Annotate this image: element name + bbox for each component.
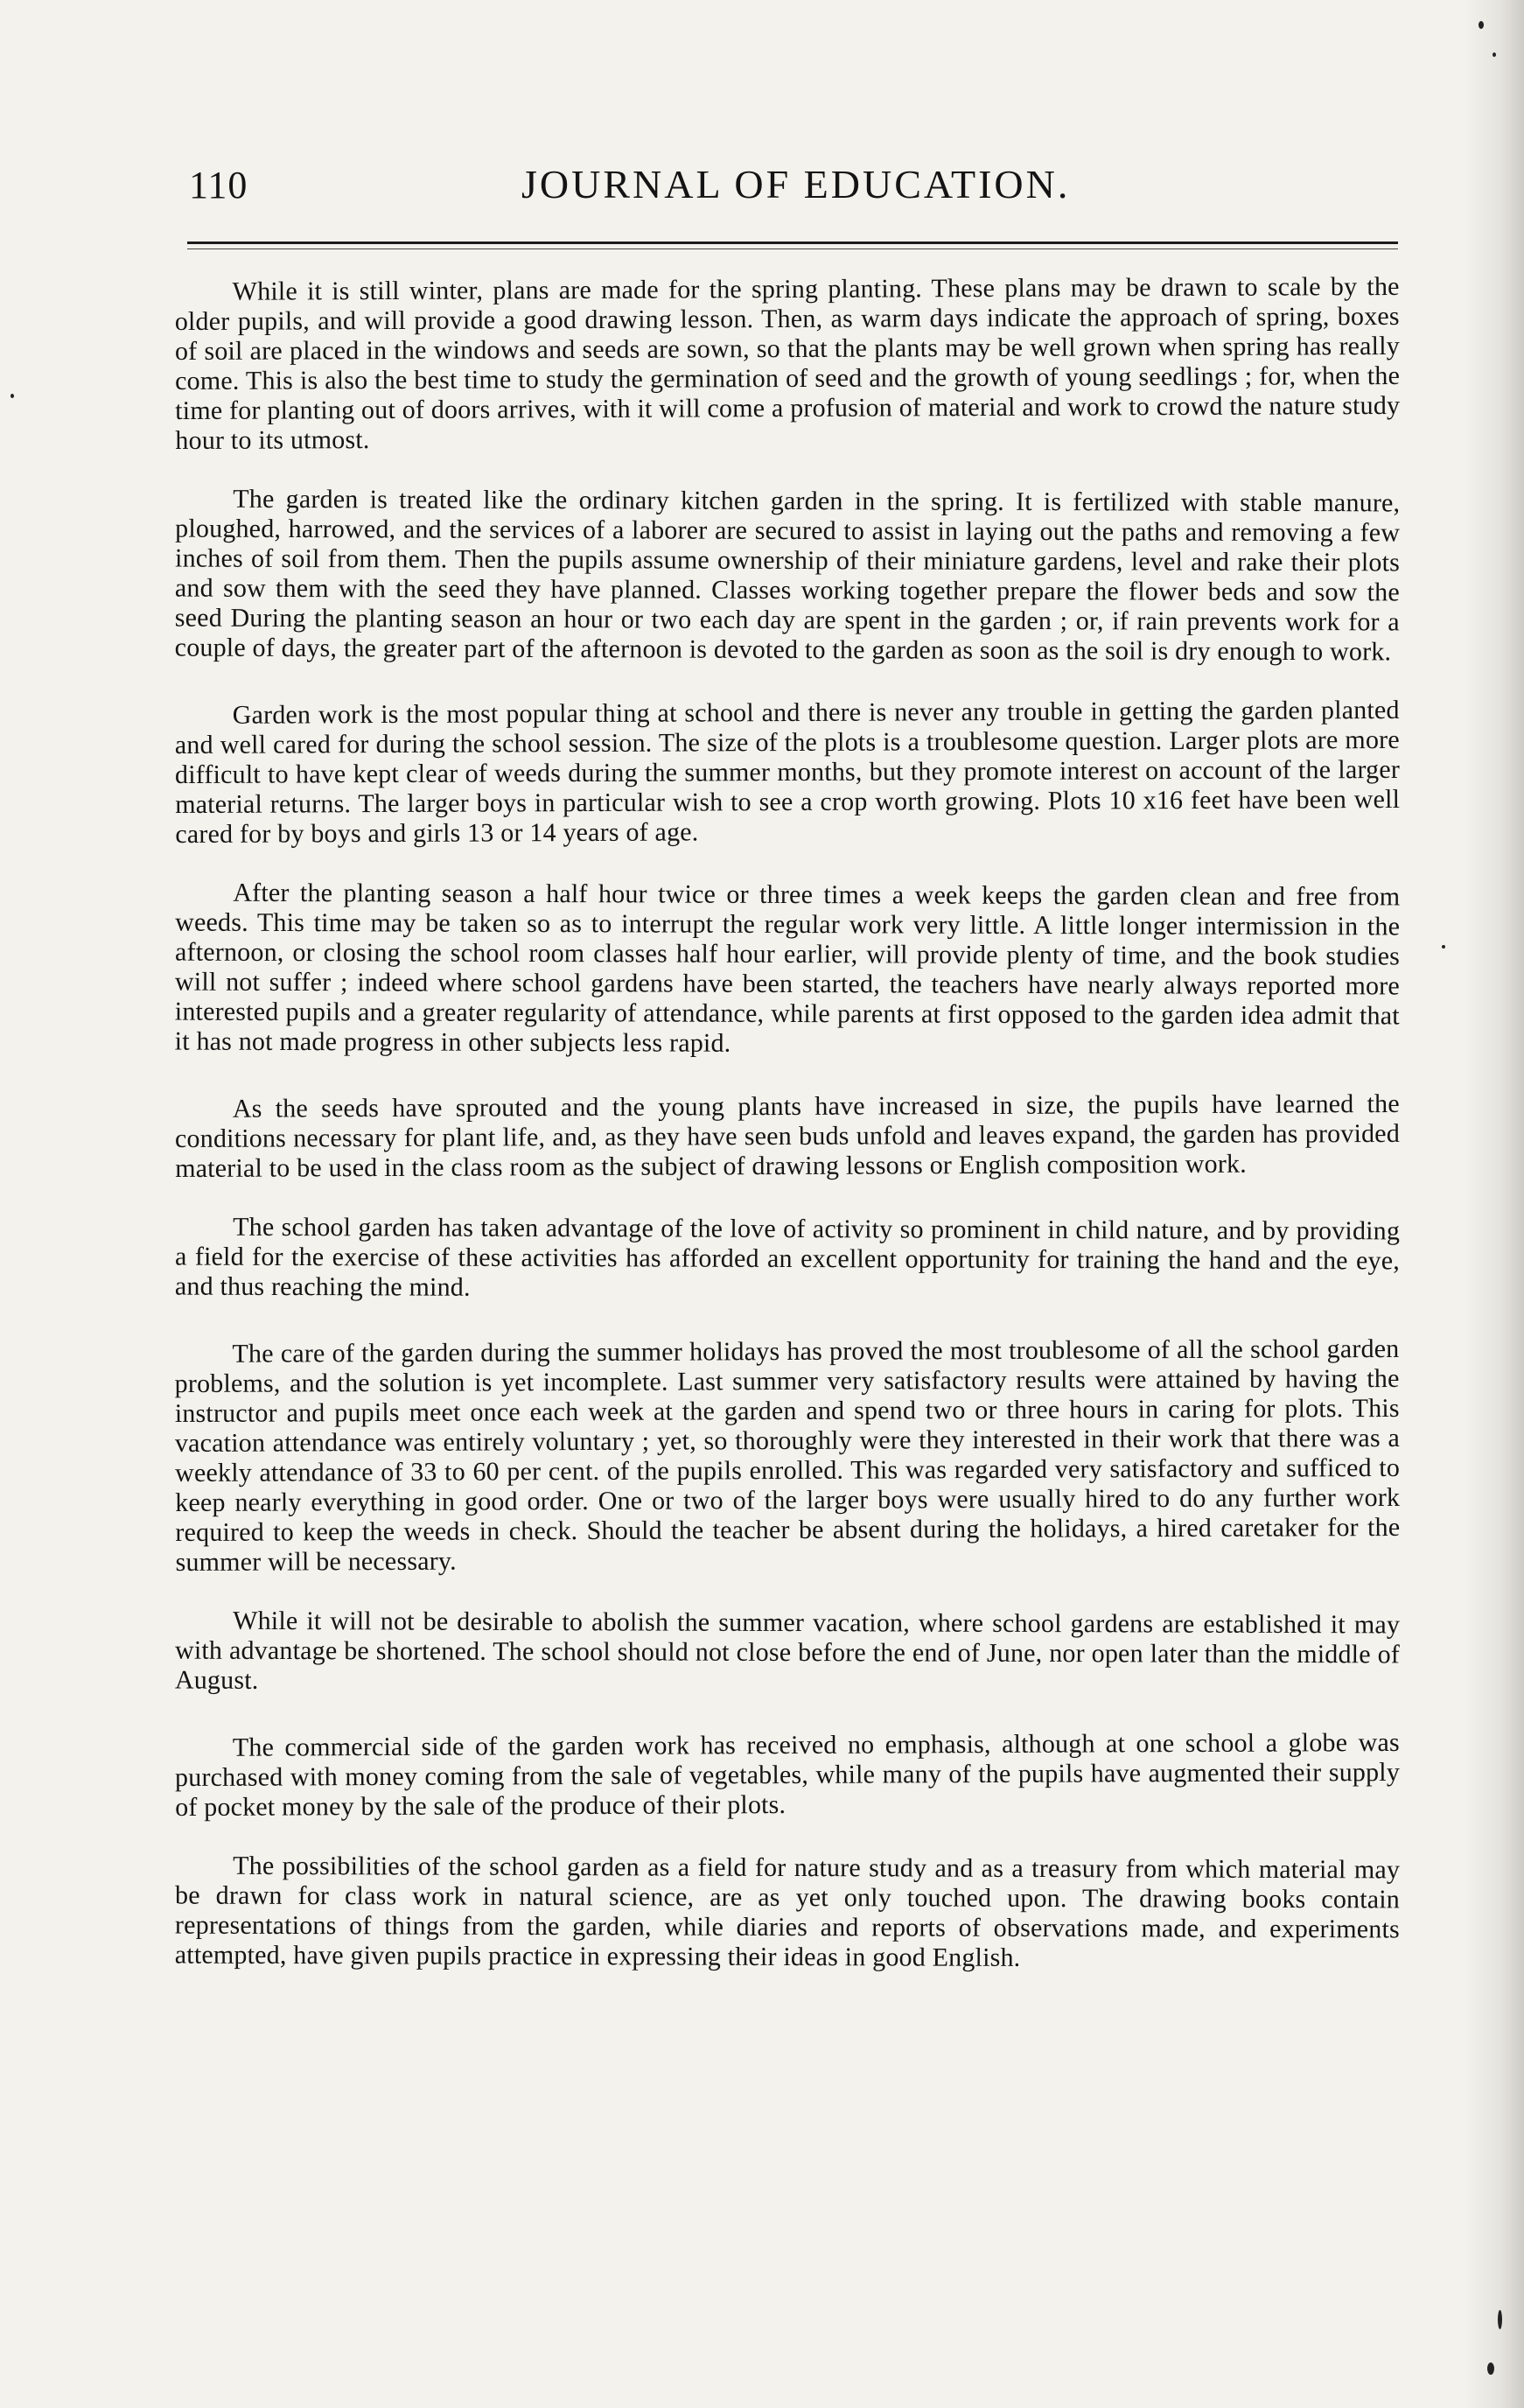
paragraph: Garden work is the most popular thing at school and there is never any trouble in getting the garden planted and well cared for during the school session. The size of the plots is a troublesome question. Larger plots are more difficult to have kept clear of weeds during the summer months, but they promote interest on account of the larger material returns. The larger boys in particular wish to see a crop worth growing. Plots 10 x16 feet have been well cared for by boys and girls 13 or 14 years of age. bbox=[174, 695, 1401, 850]
ink-speck bbox=[10, 394, 14, 398]
running-head: JOURNAL OF EDUCATION. bbox=[521, 162, 1071, 206]
paragraph: As the seeds have sprouted and the young plants have increased in size, the pupils have learned the conditions necessary for plant life, and, as they have seen buds unfold and leaves expand, the garden has provided material to be used in the class room as the subject of drawing lessons or English composition work. bbox=[174, 1088, 1401, 1184]
ink-speck bbox=[1442, 945, 1445, 948]
paragraph: The care of the garden during the summer holidays has proved the most troublesome of all the school garden problems, and the solution is yet incomplete. Last summer very satisfactory results were attained by having the instructor and pupils meet once each week at the garden and spend two or three hours in caring for plots. This vacation attendance was entirely voluntary ; yet, so thoroughly were they interested in their work that there was a weekly attendance of 33 to 60 per cent. of the pupils enrolled. This was regarded very satisfactory and sufficed to keep nearly everything in good order. One or two of the larger boys were usually hired to do any further work required to keep the weeds in check. Should the teacher be absent during the holidays, a hired caretaker for the summer will be necessary. bbox=[174, 1334, 1401, 1578]
paragraph: While it will not be desirable to abolish the summer vacation, where school gardens are established it may with advantage be shortened. The school should not close before the end of June, nor open later than the middle of August. bbox=[174, 1606, 1401, 1695]
page-edge-shadow bbox=[1463, 0, 1524, 2408]
header-rule-thin bbox=[187, 248, 1398, 249]
article-body bbox=[174, 271, 1401, 2006]
ink-speck bbox=[1479, 21, 1484, 29]
ink-speck bbox=[1493, 52, 1496, 57]
paragraph: The garden is treated like the ordinary kitchen garden in the spring. It is fertilized with stable manure, ploughed, harrowed, and the services of a laborer are secured to assist in laying out the paths and removing a few inches of soil from them. Then the pupils assume ownership of their miniature gardens, level and rake their plots and sow them with the seed they have planned. Classes working together prepare the flower beds and sow the seed During the planting season an hour or two each day are spent in the garden ; or, if rain prevents work for a couple of days, the greater part of the afternoon is devoted to the garden as soon as the soil is dry enough to work. bbox=[174, 484, 1401, 667]
ink-speck bbox=[1487, 2362, 1494, 2375]
header-rule bbox=[187, 242, 1398, 244]
paragraph: The commercial side of the garden work has received no emphasis, although at one school a globe was purchased with money coming from the sale of vegetables, while many of the pupils have augmented their supply of pocket money by the sale of the produce of their plots. bbox=[174, 1727, 1401, 1823]
ink-speck bbox=[1498, 2310, 1502, 2329]
page-number: 110 bbox=[189, 164, 248, 206]
paragraph: After the planting season a half hour twice or three times a week keeps the garden clean and free from weeds. This time may be taken so as to interrupt the regular work very little. A little longer intermission in the afternoon, or closing the school room classes half hour earlier, will provide plenty of time, and the book studies will not suffer ; indeed where school gardens have been started, the teachers have nearly always reported more interested pupils and a greater regularity of attendance, while parents at first opposed to the garden idea admit that it has not made progress in other subjects less rapid. bbox=[174, 878, 1401, 1058]
paragraph: The possibilities of the school garden as a field for nature study and as a treasury from which material may be drawn for class work in natural science, are as yet only touched upon. The drawing books contain representations of things from the garden, while diaries and reports of observations made, and experiments attempted, have given pupils practice in expressing their ideas in good English. bbox=[174, 1851, 1401, 1972]
paragraph: The school garden has taken advantage of the love of activity so prominent in child nature, and by providing a field for the exercise of these activities has afforded an excellent opportunity for training the hand and the eye, and thus reaching the mind. bbox=[174, 1212, 1401, 1302]
paragraph: While it is still winter, plans are made for the spring planting. These plans may be drawn to scale by the older pupils, and will provide a good drawing lesson. Then, as warm days indicate the approach of spring, boxes of soil are placed in the windows and seeds are sown, so that the plants may be well grown when spring has really come. This is also the best time to study the germination of seed and the growth of young seedlings ; for, when the time for planting out of doors arrives, with it will come a profusion of material and work to crowd the nature study hour to its utmost. bbox=[174, 271, 1401, 456]
